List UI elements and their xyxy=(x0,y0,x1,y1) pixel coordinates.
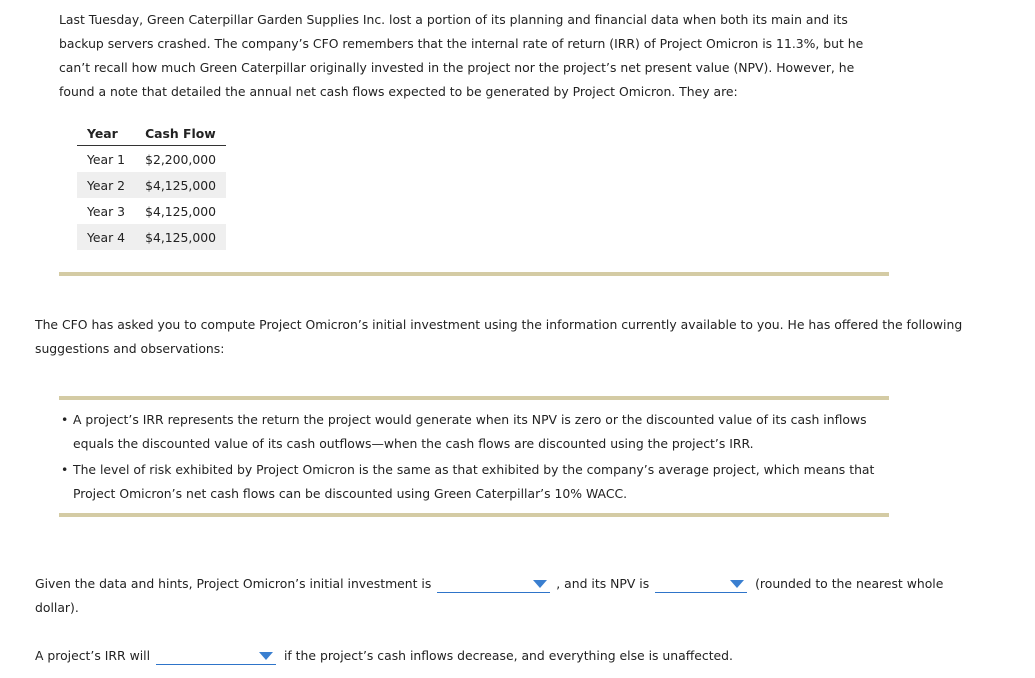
table-header-row xyxy=(77,120,226,146)
bullet-icon: • xyxy=(61,412,69,427)
question1-text-middle: , and its NPV is xyxy=(556,576,650,591)
section-divider xyxy=(59,272,889,276)
table-row xyxy=(77,172,226,198)
cash-flow-table xyxy=(77,120,226,250)
hint-item xyxy=(61,458,893,506)
hints-list xyxy=(59,408,893,508)
cash-flow-column-header: Cash Flow xyxy=(135,120,226,146)
cash-flow-cell: $4,125,000 xyxy=(135,172,226,198)
hints-bottom-divider xyxy=(59,513,889,517)
question2-text-start: A project’s IRR will xyxy=(35,648,151,663)
question1-text-start: Given the data and hints, Project Omicron’s initial investment is xyxy=(35,576,432,591)
hint-text: A project’s IRR represents the return the project would generate when its NPV is zero or the discounted value of its cash inflows equals the discounted value of its cash outflows—when the cash flows are discounted using the project’s IRR. xyxy=(73,412,867,451)
hint-item xyxy=(61,408,893,456)
year-column-header: Year xyxy=(77,120,135,146)
cash-flow-cell: $2,200,000 xyxy=(145,151,217,167)
year-cell: Year 4 xyxy=(77,224,135,250)
cfo-request-paragraph: The CFO has asked you to compute Project Omicron’s initial investment using the information currently available to you. He has offered the following suggestions and observations: xyxy=(35,317,963,356)
intro-paragraph: Last Tuesday, Green Caterpillar Garden Supplies Inc. lost a portion of its planning and financial data when both its main and its backup servers crashed. The company’s CFO remembers that the internal rate of return (IRR) of Project Omicron is 11.3%, but he can’t recall how much Green Caterpillar originally invested in the project nor the project’s net present value (NPV). However, he found a note that detailed the annual net cash flows expected to be generated by Project Omicron. They are: xyxy=(59,12,864,99)
question1-text-tail: dollar). xyxy=(35,600,79,615)
question2-text-end: if the project’s cash inflows decrease, and everything else is unaffected. xyxy=(283,648,733,663)
table-row xyxy=(77,146,226,173)
year-cell: Year 3 xyxy=(87,203,126,219)
hints-top-divider xyxy=(59,396,889,400)
year-cell: Year 2 xyxy=(77,172,135,198)
cash-flow-cell: $4,125,000 xyxy=(145,203,217,219)
bullet-icon: • xyxy=(61,462,69,477)
question-irr-change xyxy=(35,644,995,668)
cash-flow-cell: $4,125,000 xyxy=(135,224,226,250)
irr-dropdown[interactable] xyxy=(156,648,276,665)
table-row xyxy=(77,198,226,224)
question1-text-end: (rounded to the nearest whole xyxy=(755,576,944,591)
hint-text: The level of risk exhibited by Project Omicron is the same as that exhibited by the company’s average project, which means that Project Omicron’s net cash flows can be discounted using Green Caterpillar’s 10% WACC. xyxy=(73,462,875,501)
table-row xyxy=(77,224,226,250)
npv-dropdown[interactable] xyxy=(655,576,747,593)
chevron-down-icon xyxy=(533,580,547,588)
question-investment-npv xyxy=(35,572,995,620)
year-cell: Year 1 xyxy=(87,151,126,167)
chevron-down-icon xyxy=(730,580,744,588)
investment-dropdown[interactable] xyxy=(437,576,550,593)
chevron-down-icon xyxy=(259,652,273,660)
